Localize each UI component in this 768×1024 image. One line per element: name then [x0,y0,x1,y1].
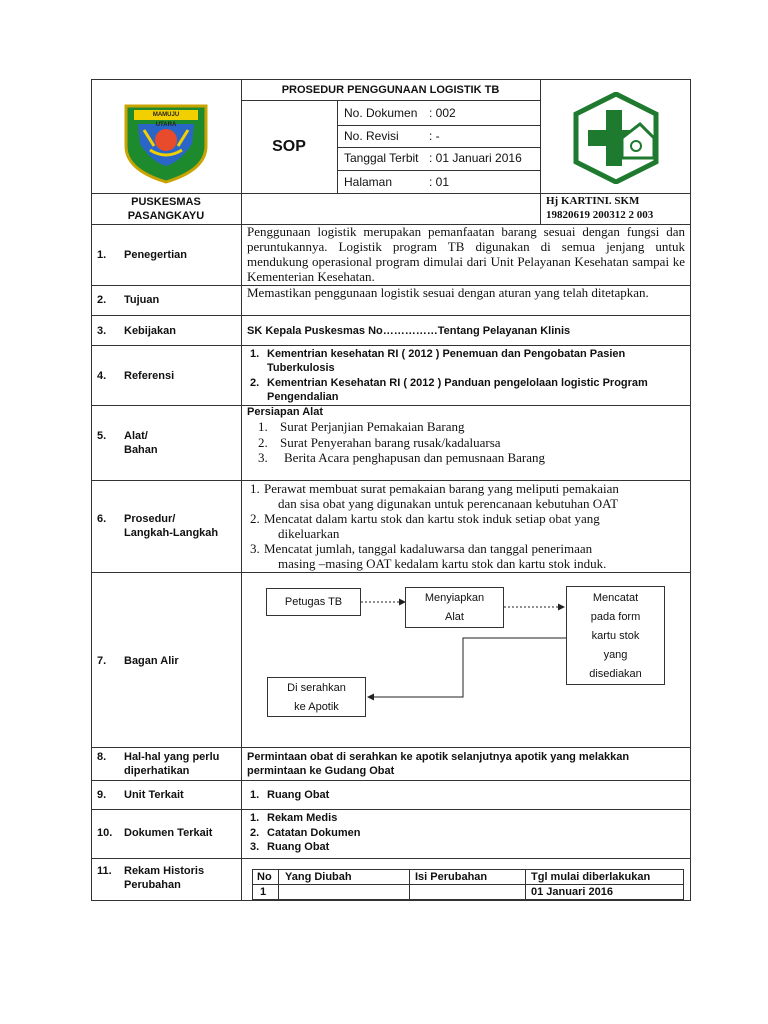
row-label-dokumen-terkait: Dokumen Terkait [124,827,213,839]
doc-number-label: No. Dokumen [344,106,418,120]
flow-box-mencatat-line5: disediakan [589,668,642,680]
hal-hal-text [247,750,629,778]
doc-number-value: : 002 [429,106,456,120]
hal-hal-label-line1: Hal-hal yang perlu [124,751,220,763]
list-number: 2. [250,826,260,839]
rekam-historis-line2: Perubahan [124,879,181,891]
row-number-3: 3. [97,325,107,337]
history-row-tgl: 01 Januari 2016 [531,886,613,898]
flow-box-diserahkan [267,677,366,717]
list-number: 2. [250,511,260,526]
row-label-referensi: Referensi [124,370,175,382]
signer-nip: 19820619 200312 2 003 [546,209,654,221]
list-item [250,788,329,802]
penegertian-text: Penggunaan logistik merupakan pemanfaatan barang sesuai dengan fungsi dan peruntukannya. Logistik program TB digunakan di semua jenjang untuk mendukung operasional program dimulai dari Unit Pelayanan Kesehatan sampai ke Kementerian Kesehatan. [247,224,685,284]
list-number: 3. [250,841,260,853]
flow-box-mencatat-line1: Mencatat [592,592,639,604]
flow-box-diserahkan-line1: Di serahkan [287,682,346,694]
history-row-no: 1 [260,886,267,898]
left-logo [120,100,212,184]
prosedur-item-1-line2: dan sisa obat yang digunakan untuk perencanaan kebutuhan OAT [278,496,619,511]
list-number: 2. [250,377,260,389]
document-title: PROSEDUR PENGGUNAAN LOGISTIK TB [281,84,500,96]
unit-terkait-item-1: Ruang Obat [267,789,330,801]
list-number: 3. [258,450,268,465]
list-number: 1. [250,812,260,824]
referensi-item-2-line2: Pengendalian [267,391,339,403]
row-number-11: 11. [97,865,112,877]
row-label-hal-hal [124,750,219,778]
prosedur-item-1-line1: Perawat membuat surat pemakaian barang yang meliputi pemakaian [264,481,619,496]
kebijakan-text: SK Kepala Puskesmas No……………Tentang Pelayanan Klinis [247,325,571,337]
prosedur-list [250,481,686,571]
prosedur-item-2-line2: dikeluarkan [278,526,340,541]
flow-box-mencatat-line3: kartu stok [591,630,640,642]
flow-box-menyiapkan-alat [405,587,504,628]
alat-item-1: Surat Perjanjian Pemakaian Barang [280,419,465,434]
list-item [258,419,545,435]
prosedur-item-2-line1: Mencatat dalam kartu stok dan kartu stok induk setiap obat yang [264,511,600,526]
list-item [250,347,686,375]
flow-box-mencatat-line2: pada form [590,611,641,623]
row-label-prosedur [124,512,218,540]
referensi-item-1-line1: Kementrian kesehatan RI ( 2012 ) Penemuan dan Pengobatan Pasien [267,348,626,360]
signer-name: Hj KARTINI. SKM [546,195,640,207]
alat-list [258,419,545,466]
list-number: 1. [250,481,260,496]
rekam-historis-line1: Rekam Historis [124,865,205,877]
sop-label: SOP [272,138,306,155]
row-label-alat-bahan [124,429,158,457]
prosedur-item-3-line1: Mencatat jumlah, tanggal kadaluwarsa dan tanggal penerimaan [264,541,593,556]
list-item [250,481,686,511]
issue-date-label: Tanggal Terbit [344,151,419,165]
revision-value: : - [429,129,440,143]
row-number-7: 7. [97,655,107,667]
history-col-isi-perubahan: Isi Perubahan [415,871,488,883]
alat-heading: Persiapan Alat [247,406,324,418]
unit-terkait-list [250,788,329,802]
row-number-8: 8. [97,751,107,763]
list-item [258,435,545,451]
history-col-tgl: Tgl mulai diberlakukan [531,871,651,883]
list-item [250,376,686,404]
alat-label: Alat/ [124,430,148,442]
referensi-list [250,347,686,404]
list-number: 1. [258,419,268,434]
dokumen-item-3: Ruang Obat [267,841,330,853]
referensi-item-1-line2: Tuberkulosis [267,362,335,374]
row-label-unit-terkait: Unit Terkait [124,789,184,801]
row-number-5: 5. [97,430,107,442]
list-item [250,826,361,841]
row-number-1: 1. [97,249,107,261]
bahan-label: Bahan [124,444,158,456]
row-number-10: 10. [97,827,113,839]
row-number-4: 4. [97,370,107,382]
flow-box-menyiapkan-line2: Alat [445,611,464,623]
history-col-no: No [257,871,272,883]
list-item [250,811,361,826]
row-label-bagan-alir: Bagan Alir [124,655,179,667]
issue-date-value: : 01 Januari 2016 [429,151,522,165]
alat-item-2: Surat Penyerahan barang rusak/kadaluarsa [280,434,501,450]
hal-hal-label-line2: diperhatikan [124,765,190,777]
page-value: : 01 [429,175,450,189]
flow-box-mencatat-line4: yang [603,649,628,661]
list-item [258,450,545,466]
row-label-penegertian: Penegertian [124,249,187,261]
list-item [250,511,686,541]
row-number-2: 2. [97,294,107,306]
list-number: 3. [250,541,260,556]
page-label: Halaman [344,175,393,189]
revision-label: No. Revisi [344,129,399,143]
list-number: 1. [250,348,260,360]
referensi-item-2-line1: Kementrian Kesehatan RI ( 2012 ) Panduan pengelolaan logistic Program [267,377,648,389]
flow-box-diserahkan-line2: ke Apotik [294,701,339,713]
flow-box-petugas-tb [266,588,361,616]
list-number: 1. [250,789,260,801]
prosedur-item-3-line2: masing –masing OAT kedalam kartu stok dan kartu stok induk. [278,556,607,571]
list-item [250,541,686,571]
dokumen-terkait-list [250,811,361,855]
puskesmas-line2: PASANGKAYU [127,210,205,222]
prosedur-label: Prosedur/ [124,513,176,525]
hal-hal-text-line1: Permintaan obat di serahkan ke apotik selanjutnya apotik yang melakkan [247,751,630,763]
puskesmas-name [91,195,241,223]
tujuan-text: Memastikan penggunaan logistik sesuai dengan aturan yang telah ditetapkan. [247,285,649,300]
row-number-6: 6. [97,513,107,525]
row-label-tujuan: Tujuan [124,294,160,306]
history-col-yang-diubah: Yang Diubah [285,871,352,883]
row-label-kebijakan: Kebijakan [124,325,176,337]
list-item [250,840,361,855]
langkah-label: Langkah-Langkah [124,527,219,539]
right-logo [570,92,662,184]
flow-box-mencatat [566,586,665,685]
left-logo-text: MAMUJU UTARA [152,112,180,128]
signer-block [546,194,653,222]
alat-item-3: Berita Acara penghapusan dan pemusnaan Barang [284,450,545,465]
dokumen-item-1: Rekam Medis [267,812,338,824]
row-label-rekam-historis [124,864,204,892]
flow-box-petugas-tb-label: Petugas TB [284,596,343,608]
row-number-9: 9. [97,789,107,801]
history-table [252,869,684,900]
puskesmas-line1: PUSKESMAS [131,196,201,208]
flow-box-menyiapkan-line1: Menyiapkan [424,592,485,604]
hal-hal-text-line2: permintaan ke Gudang Obat [247,765,395,777]
dokumen-item-2: Catatan Dokumen [267,826,361,839]
list-number: 2. [258,434,268,450]
